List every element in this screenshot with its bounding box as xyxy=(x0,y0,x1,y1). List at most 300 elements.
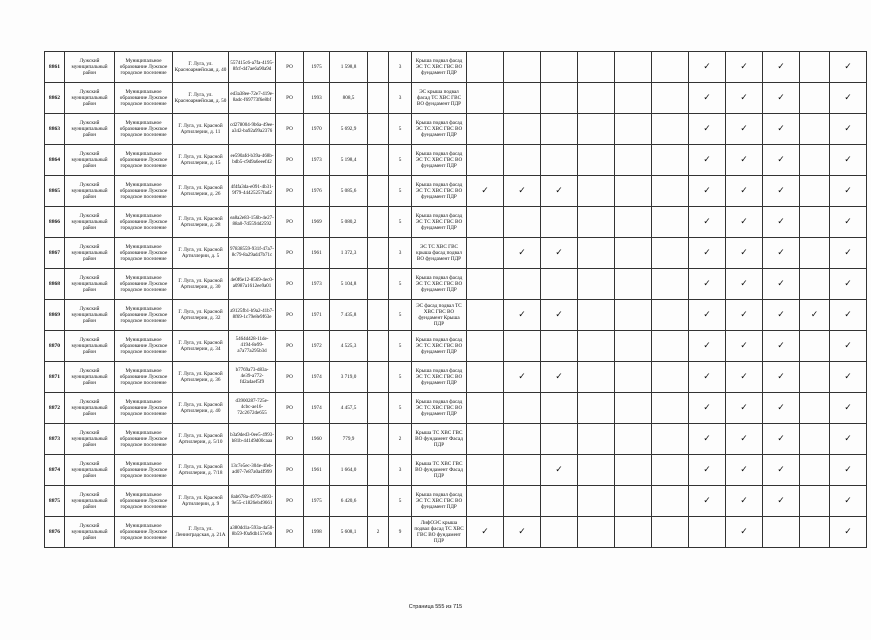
cell-uid: 13c7e5ec-304e-4feb-ad07-7e87a0a4f999 xyxy=(229,455,276,486)
cell-type: РО xyxy=(276,83,304,114)
check-cell: ✓ xyxy=(467,517,504,548)
check-cell: ✓ xyxy=(763,83,800,114)
check-cell: ✓ xyxy=(726,362,763,393)
cell-address: Г. Луга, ул. Красной Артиллерии, д. 9 xyxy=(173,486,229,517)
cell-works: Крыша подвал фасад ЭС ТС ХВС ГВС ВО фундамент ПДР xyxy=(412,269,467,300)
cell-num: 8870 xyxy=(45,331,65,362)
cell-settlement: Муниципальное образование Лужское городское поселение xyxy=(115,238,173,269)
cell-num: 8862 xyxy=(45,83,65,114)
cell-area: 5 085,6 xyxy=(330,176,368,207)
check-cell: ✓ xyxy=(689,362,726,393)
cell-district: Лужский муниципальный район xyxy=(65,424,115,455)
check-cell xyxy=(763,517,800,548)
check-cell: ✓ xyxy=(763,176,800,207)
check-cell xyxy=(467,114,504,145)
cell-address: Г. Луга, ул. Красной Артиллерии, д. 30 xyxy=(173,269,229,300)
cell-floors: 3 xyxy=(389,83,412,114)
cell-district: Лужский муниципальный район xyxy=(65,517,115,548)
cell-works: Крыша подвал фасад ЭС ТС ХВС ГВС ВО фундамент ПДР xyxy=(412,362,467,393)
check-cell: ✓ xyxy=(763,424,800,455)
check-cell xyxy=(578,300,615,331)
cell-extra xyxy=(368,145,389,176)
cell-district: Лужский муниципальный район xyxy=(65,269,115,300)
check-cell xyxy=(652,517,689,548)
cell-address: Г. Луга, ул. Красной Артиллерии, д. 5 xyxy=(173,238,229,269)
table-row xyxy=(45,238,867,269)
table-row xyxy=(45,362,867,393)
cell-area: 4 457,5 xyxy=(330,393,368,424)
cell-settlement: Муниципальное образование Лужское городское поселение xyxy=(115,145,173,176)
cell-type: РО xyxy=(276,114,304,145)
cell-settlement: Муниципальное образование Лужское городское поселение xyxy=(115,486,173,517)
cell-uid: 4e0f6e12-8569-4ec0-a0987a1612ee9a01 xyxy=(229,269,276,300)
check-cell xyxy=(615,486,652,517)
check-cell: ✓ xyxy=(763,114,800,145)
table-row xyxy=(45,300,867,331)
check-cell xyxy=(800,331,830,362)
check-cell xyxy=(504,269,541,300)
cell-settlement: Муниципальное образование Лужское городское поселение xyxy=(115,362,173,393)
check-cell xyxy=(615,145,652,176)
check-cell xyxy=(467,238,504,269)
check-cell xyxy=(615,114,652,145)
cell-floors: 5 xyxy=(389,300,412,331)
cell-works: Крыша подвал фасад ЭС ТС ХВС ГВС ВО фундамент ПДР xyxy=(412,176,467,207)
check-cell xyxy=(504,393,541,424)
cell-district: Лужский муниципальный район xyxy=(65,455,115,486)
register-body xyxy=(45,52,867,548)
cell-settlement: Муниципальное образование Лужское городское поселение xyxy=(115,424,173,455)
cell-floors: 5 xyxy=(389,176,412,207)
cell-year: 1971 xyxy=(304,300,330,331)
check-cell xyxy=(578,362,615,393)
check-cell: ✓ xyxy=(689,145,726,176)
check-cell: ✓ xyxy=(689,424,726,455)
cell-uid: a380dd1a-593a-4a50-8b59-f0a9db157e6b xyxy=(229,517,276,548)
check-cell xyxy=(467,269,504,300)
cell-num: 8861 xyxy=(45,52,65,83)
check-cell xyxy=(504,486,541,517)
check-cell: ✓ xyxy=(726,455,763,486)
check-cell xyxy=(578,207,615,238)
check-cell xyxy=(652,52,689,83)
check-cell: ✓ xyxy=(504,517,541,548)
check-cell: ✓ xyxy=(689,331,726,362)
cell-address: Г. Луга, ул. Красной Артиллерии, д. 5/10 xyxy=(173,424,229,455)
check-cell: ✓ xyxy=(830,517,867,548)
cell-year: 1975 xyxy=(304,486,330,517)
check-cell xyxy=(578,269,615,300)
cell-type: РО xyxy=(276,176,304,207)
check-cell: ✓ xyxy=(763,207,800,238)
cell-num: 8874 xyxy=(45,455,65,486)
check-cell xyxy=(615,52,652,83)
check-cell: ✓ xyxy=(763,300,800,331)
check-cell xyxy=(467,145,504,176)
cell-address: Г. Луга, ул. Красной Артиллерии, д. 28 xyxy=(173,207,229,238)
cell-area: 808,5 xyxy=(330,83,368,114)
cell-address: Г. Луга, ул. Красной Артиллерии, д. 26 xyxy=(173,176,229,207)
check-cell: ✓ xyxy=(726,145,763,176)
check-cell xyxy=(615,393,652,424)
cell-type: РО xyxy=(276,362,304,393)
check-cell: ✓ xyxy=(763,331,800,362)
check-cell: ✓ xyxy=(726,52,763,83)
cell-uid: b7769a73-d83a-4e39-a772-fd2a4aef5f9 xyxy=(229,362,276,393)
cell-address: Г. Луга, ул. Красноармейская, д. 40 xyxy=(173,52,229,83)
check-cell xyxy=(541,517,578,548)
cell-address: Г. Луга, ул. Красной Артиллерии, д. 36 xyxy=(173,362,229,393)
cell-extra xyxy=(368,393,389,424)
cell-district: Лужский муниципальный район xyxy=(65,145,115,176)
cell-floors: 5 xyxy=(389,393,412,424)
cell-num: 8875 xyxy=(45,486,65,517)
check-cell xyxy=(467,424,504,455)
check-cell xyxy=(467,486,504,517)
cell-works: Крыша подвал фасад ЭС ТС ХВС ГВС ВО фундамент ПДР xyxy=(412,393,467,424)
check-cell: ✓ xyxy=(830,83,867,114)
check-cell: ✓ xyxy=(726,176,763,207)
cell-num: 8868 xyxy=(45,269,65,300)
check-cell xyxy=(541,145,578,176)
check-cell: ✓ xyxy=(689,176,726,207)
check-cell xyxy=(467,455,504,486)
cell-settlement: Муниципальное образование Лужское городское поселение xyxy=(115,207,173,238)
check-cell: ✓ xyxy=(726,207,763,238)
check-cell: ✓ xyxy=(689,238,726,269)
check-cell: ✓ xyxy=(830,145,867,176)
cell-settlement: Муниципальное образование Лужское городское поселение xyxy=(115,176,173,207)
check-cell xyxy=(467,362,504,393)
cell-works: ЭС ТС ХВС ГВС крыша фасад подвал ВО фундамент ПДР xyxy=(412,238,467,269)
check-cell xyxy=(652,455,689,486)
cell-type: РО xyxy=(276,517,304,548)
check-cell: ✓ xyxy=(504,300,541,331)
check-cell: ✓ xyxy=(763,145,800,176)
check-cell xyxy=(541,114,578,145)
cell-uid: 8ab678a-4979-4693-9e55-c1826eb49661 xyxy=(229,486,276,517)
table-row xyxy=(45,176,867,207)
check-cell xyxy=(652,83,689,114)
cell-area: 7 435,8 xyxy=(330,300,368,331)
cell-settlement: Муниципальное образование Лужское городское поселение xyxy=(115,455,173,486)
check-cell xyxy=(615,455,652,486)
cell-floors: 5 xyxy=(389,114,412,145)
check-cell xyxy=(652,207,689,238)
cell-extra xyxy=(368,238,389,269)
check-cell xyxy=(652,424,689,455)
check-cell xyxy=(504,52,541,83)
check-cell: ✓ xyxy=(689,300,726,331)
table-row xyxy=(45,145,867,176)
cell-works: Крыша подвал фасад ЭС ТС ХВС ГВС ВО фундамент ПДР xyxy=(412,331,467,362)
check-cell: ✓ xyxy=(504,176,541,207)
check-cell xyxy=(652,114,689,145)
cell-year: 1961 xyxy=(304,238,330,269)
cell-settlement: Муниципальное образование Лужское городское поселение xyxy=(115,114,173,145)
cell-num: 8867 xyxy=(45,238,65,269)
check-cell xyxy=(800,238,830,269)
check-cell: ✓ xyxy=(763,52,800,83)
page-number: Страница 555 из 715 xyxy=(408,604,463,610)
check-cell: ✓ xyxy=(830,393,867,424)
cell-type: РО xyxy=(276,145,304,176)
check-cell xyxy=(541,393,578,424)
check-cell: ✓ xyxy=(830,455,867,486)
check-cell: ✓ xyxy=(830,176,867,207)
check-cell xyxy=(615,424,652,455)
check-cell xyxy=(467,300,504,331)
check-cell xyxy=(541,424,578,455)
cell-year: 1976 xyxy=(304,176,330,207)
check-cell xyxy=(578,52,615,83)
cell-works: ЭС фасад подвал ТС ХВС ГВС ВО фундамент Крыша ПДР xyxy=(412,300,467,331)
check-cell: ✓ xyxy=(763,393,800,424)
check-cell xyxy=(467,52,504,83)
cell-works: ЛифОЭС крыша подвал фасад ТС ХВС ГВС ВО фундамент ПДР xyxy=(412,517,467,548)
cell-extra xyxy=(368,176,389,207)
check-cell xyxy=(615,238,652,269)
check-cell: ✓ xyxy=(504,362,541,393)
cell-address: Г. Луга, ул. Красной Артиллерии, д. 40 xyxy=(173,393,229,424)
cell-year: 1972 xyxy=(304,331,330,362)
check-cell: ✓ xyxy=(689,52,726,83)
check-cell xyxy=(615,300,652,331)
check-cell xyxy=(541,207,578,238)
cell-type: РО xyxy=(276,300,304,331)
cell-year: 1993 xyxy=(304,83,330,114)
table-row xyxy=(45,486,867,517)
cell-floors: 2 xyxy=(389,424,412,455)
check-cell xyxy=(578,83,615,114)
check-cell xyxy=(800,424,830,455)
check-cell: ✓ xyxy=(763,269,800,300)
cell-area: 1 598,8 xyxy=(330,52,368,83)
check-cell xyxy=(578,114,615,145)
cell-settlement: Муниципальное образование Лужское городское поселение xyxy=(115,300,173,331)
check-cell xyxy=(800,114,830,145)
check-cell xyxy=(504,83,541,114)
cell-num: 8876 xyxy=(45,517,65,548)
cell-address: Г. Луга, ул. Красной Артиллерии, д. 11 xyxy=(173,114,229,145)
check-cell: ✓ xyxy=(726,114,763,145)
cell-district: Лужский муниципальный район xyxy=(65,486,115,517)
check-cell xyxy=(578,145,615,176)
cell-settlement: Муниципальное образование Лужское городское поселение xyxy=(115,393,173,424)
cell-num: 8866 xyxy=(45,207,65,238)
check-cell xyxy=(578,238,615,269)
cell-type: РО xyxy=(276,269,304,300)
check-cell xyxy=(800,207,830,238)
cell-district: Лужский муниципальный район xyxy=(65,176,115,207)
cell-year: 1961 xyxy=(304,455,330,486)
cell-type: РО xyxy=(276,486,304,517)
check-cell xyxy=(652,145,689,176)
cell-year: 1973 xyxy=(304,269,330,300)
check-cell: ✓ xyxy=(763,455,800,486)
cell-num: 8872 xyxy=(45,393,65,424)
cell-num: 8863 xyxy=(45,114,65,145)
check-cell: ✓ xyxy=(541,176,578,207)
cell-year: 1960 xyxy=(304,424,330,455)
cell-area: 5 198,4 xyxy=(330,145,368,176)
check-cell: ✓ xyxy=(830,269,867,300)
cell-num: 8873 xyxy=(45,424,65,455)
table-row xyxy=(45,455,867,486)
cell-district: Лужский муниципальный район xyxy=(65,207,115,238)
cell-floors: 3 xyxy=(389,455,412,486)
check-cell: ✓ xyxy=(830,52,867,83)
check-cell xyxy=(652,362,689,393)
cell-area: 5 608,1 xyxy=(330,517,368,548)
cell-settlement: Муниципальное образование Лужское городское поселение xyxy=(115,517,173,548)
check-cell xyxy=(689,517,726,548)
cell-uid: d3900287-725e-4cbc-ae16-72c2672de655 xyxy=(229,393,276,424)
cell-type: РО xyxy=(276,393,304,424)
cell-works: Крыша ТС ХВС ГВС ВО фундамент Фасад ПДР xyxy=(412,455,467,486)
check-cell xyxy=(615,176,652,207)
cell-year: 1975 xyxy=(304,52,330,83)
check-cell xyxy=(652,269,689,300)
cell-uid: 557415c6-a7fa-4195-8fcf-d47ae6a90a9d xyxy=(229,52,276,83)
cell-district: Лужский муниципальный район xyxy=(65,238,115,269)
check-cell: ✓ xyxy=(830,114,867,145)
cell-floors: 5 xyxy=(389,207,412,238)
cell-floors: 5 xyxy=(389,269,412,300)
check-cell: ✓ xyxy=(689,455,726,486)
check-cell xyxy=(615,517,652,548)
check-cell: ✓ xyxy=(541,300,578,331)
cell-area: 3 719,0 xyxy=(330,362,368,393)
table-row xyxy=(45,331,867,362)
check-cell: ✓ xyxy=(830,424,867,455)
check-cell: ✓ xyxy=(726,300,763,331)
cell-type: РО xyxy=(276,424,304,455)
cell-works: Крыша подвал фасад ЭС ТС ХВС ГВС ВО фундамент ПДР xyxy=(412,207,467,238)
cell-type: РО xyxy=(276,207,304,238)
cell-year: 1970 xyxy=(304,114,330,145)
check-cell xyxy=(504,114,541,145)
check-cell: ✓ xyxy=(504,238,541,269)
table-row xyxy=(45,207,867,238)
cell-works: Крыша подвал фасад ЭС ТС ХВС ГВС ВО фундамент ПДР xyxy=(412,145,467,176)
check-cell: ✓ xyxy=(763,486,800,517)
check-cell xyxy=(652,331,689,362)
cell-uid: 4f4fa3da-e091-4b31-9f79-44425257fad2 xyxy=(229,176,276,207)
check-cell xyxy=(652,300,689,331)
cell-uid: cd278004-9b6a-49ee-a342-ba92a99a2376 xyxy=(229,114,276,145)
check-cell xyxy=(800,52,830,83)
cell-year: 1998 xyxy=(304,517,330,548)
cell-settlement: Муниципальное образование Лужское городское поселение xyxy=(115,83,173,114)
cell-type: РО xyxy=(276,331,304,362)
check-cell xyxy=(800,393,830,424)
check-cell xyxy=(578,331,615,362)
cell-address: Г. Луга, ул. Красной Артиллерии, д. 15 xyxy=(173,145,229,176)
cell-floors: 3 xyxy=(389,238,412,269)
check-cell xyxy=(800,269,830,300)
cell-extra xyxy=(368,114,389,145)
cell-extra xyxy=(368,83,389,114)
cell-uid: ee590afd-b39a-468b-bdb5-c9d9a6eeef42 xyxy=(229,145,276,176)
table-row xyxy=(45,52,867,83)
cell-year: 1973 xyxy=(304,145,330,176)
check-cell xyxy=(504,331,541,362)
cell-extra xyxy=(368,424,389,455)
check-cell xyxy=(504,207,541,238)
cell-district: Лужский муниципальный район xyxy=(65,114,115,145)
check-cell: ✓ xyxy=(726,238,763,269)
check-cell: ✓ xyxy=(726,331,763,362)
check-cell: ✓ xyxy=(689,207,726,238)
cell-type: РО xyxy=(276,52,304,83)
cell-area: 5 692,9 xyxy=(330,114,368,145)
check-cell: ✓ xyxy=(830,238,867,269)
cell-district: Лужский муниципальный район xyxy=(65,393,115,424)
cell-extra xyxy=(368,362,389,393)
check-cell xyxy=(467,207,504,238)
cell-address: Г. Луга, ул. Красной Артиллерии, д. 7/18 xyxy=(173,455,229,486)
cell-area: 5 104,8 xyxy=(330,269,368,300)
cell-area: 779,9 xyxy=(330,424,368,455)
check-cell: ✓ xyxy=(830,207,867,238)
check-cell xyxy=(800,176,830,207)
cell-address: Г. Луга, ул. Красной Артиллерии, д. 32 xyxy=(173,300,229,331)
table-row xyxy=(45,269,867,300)
check-cell xyxy=(578,424,615,455)
check-cell: ✓ xyxy=(830,362,867,393)
cell-district: Лужский муниципальный район xyxy=(65,331,115,362)
cell-settlement: Муниципальное образование Лужское городское поселение xyxy=(115,331,173,362)
cell-floors: 5 xyxy=(389,145,412,176)
check-cell: ✓ xyxy=(763,238,800,269)
cell-district: Лужский муниципальный район xyxy=(65,362,115,393)
check-cell xyxy=(615,362,652,393)
check-cell: ✓ xyxy=(830,486,867,517)
cell-extra xyxy=(368,331,389,362)
cell-uid: ea8a2e83-156b-4e27-88a0-7d5594d2592 xyxy=(229,207,276,238)
check-cell xyxy=(652,176,689,207)
cell-extra xyxy=(368,207,389,238)
cell-area: 5 080,2 xyxy=(330,207,368,238)
check-cell xyxy=(800,455,830,486)
table-row xyxy=(45,393,867,424)
cell-works: Крыша подвал фасад ЭС ТС ХВС ГВС ВО фундамент ПДР xyxy=(412,114,467,145)
cell-num: 8871 xyxy=(45,362,65,393)
check-cell: ✓ xyxy=(830,331,867,362)
check-cell xyxy=(615,269,652,300)
cell-floors: 5 xyxy=(389,331,412,362)
check-cell xyxy=(504,455,541,486)
check-cell xyxy=(467,331,504,362)
table-row xyxy=(45,83,867,114)
cell-floors: 5 xyxy=(389,362,412,393)
table-row xyxy=(45,114,867,145)
check-cell: ✓ xyxy=(689,486,726,517)
cell-works: Крыша подвал фасад ЭС ТС ХВС ГВС ВО фундамент ПДР xyxy=(412,52,467,83)
check-cell xyxy=(541,52,578,83)
check-cell xyxy=(504,145,541,176)
cell-settlement: Муниципальное образование Лужское городское поселение xyxy=(115,52,173,83)
cell-district: Лужский муниципальный район xyxy=(65,300,115,331)
check-cell xyxy=(615,207,652,238)
check-cell: ✓ xyxy=(726,486,763,517)
check-cell xyxy=(578,517,615,548)
check-cell: ✓ xyxy=(541,238,578,269)
check-cell: ✓ xyxy=(689,269,726,300)
cell-settlement: Муниципальное образование Лужское городское поселение xyxy=(115,269,173,300)
cell-address: Г. Луга, ул. Красной Артиллерии, д. 34 xyxy=(173,331,229,362)
